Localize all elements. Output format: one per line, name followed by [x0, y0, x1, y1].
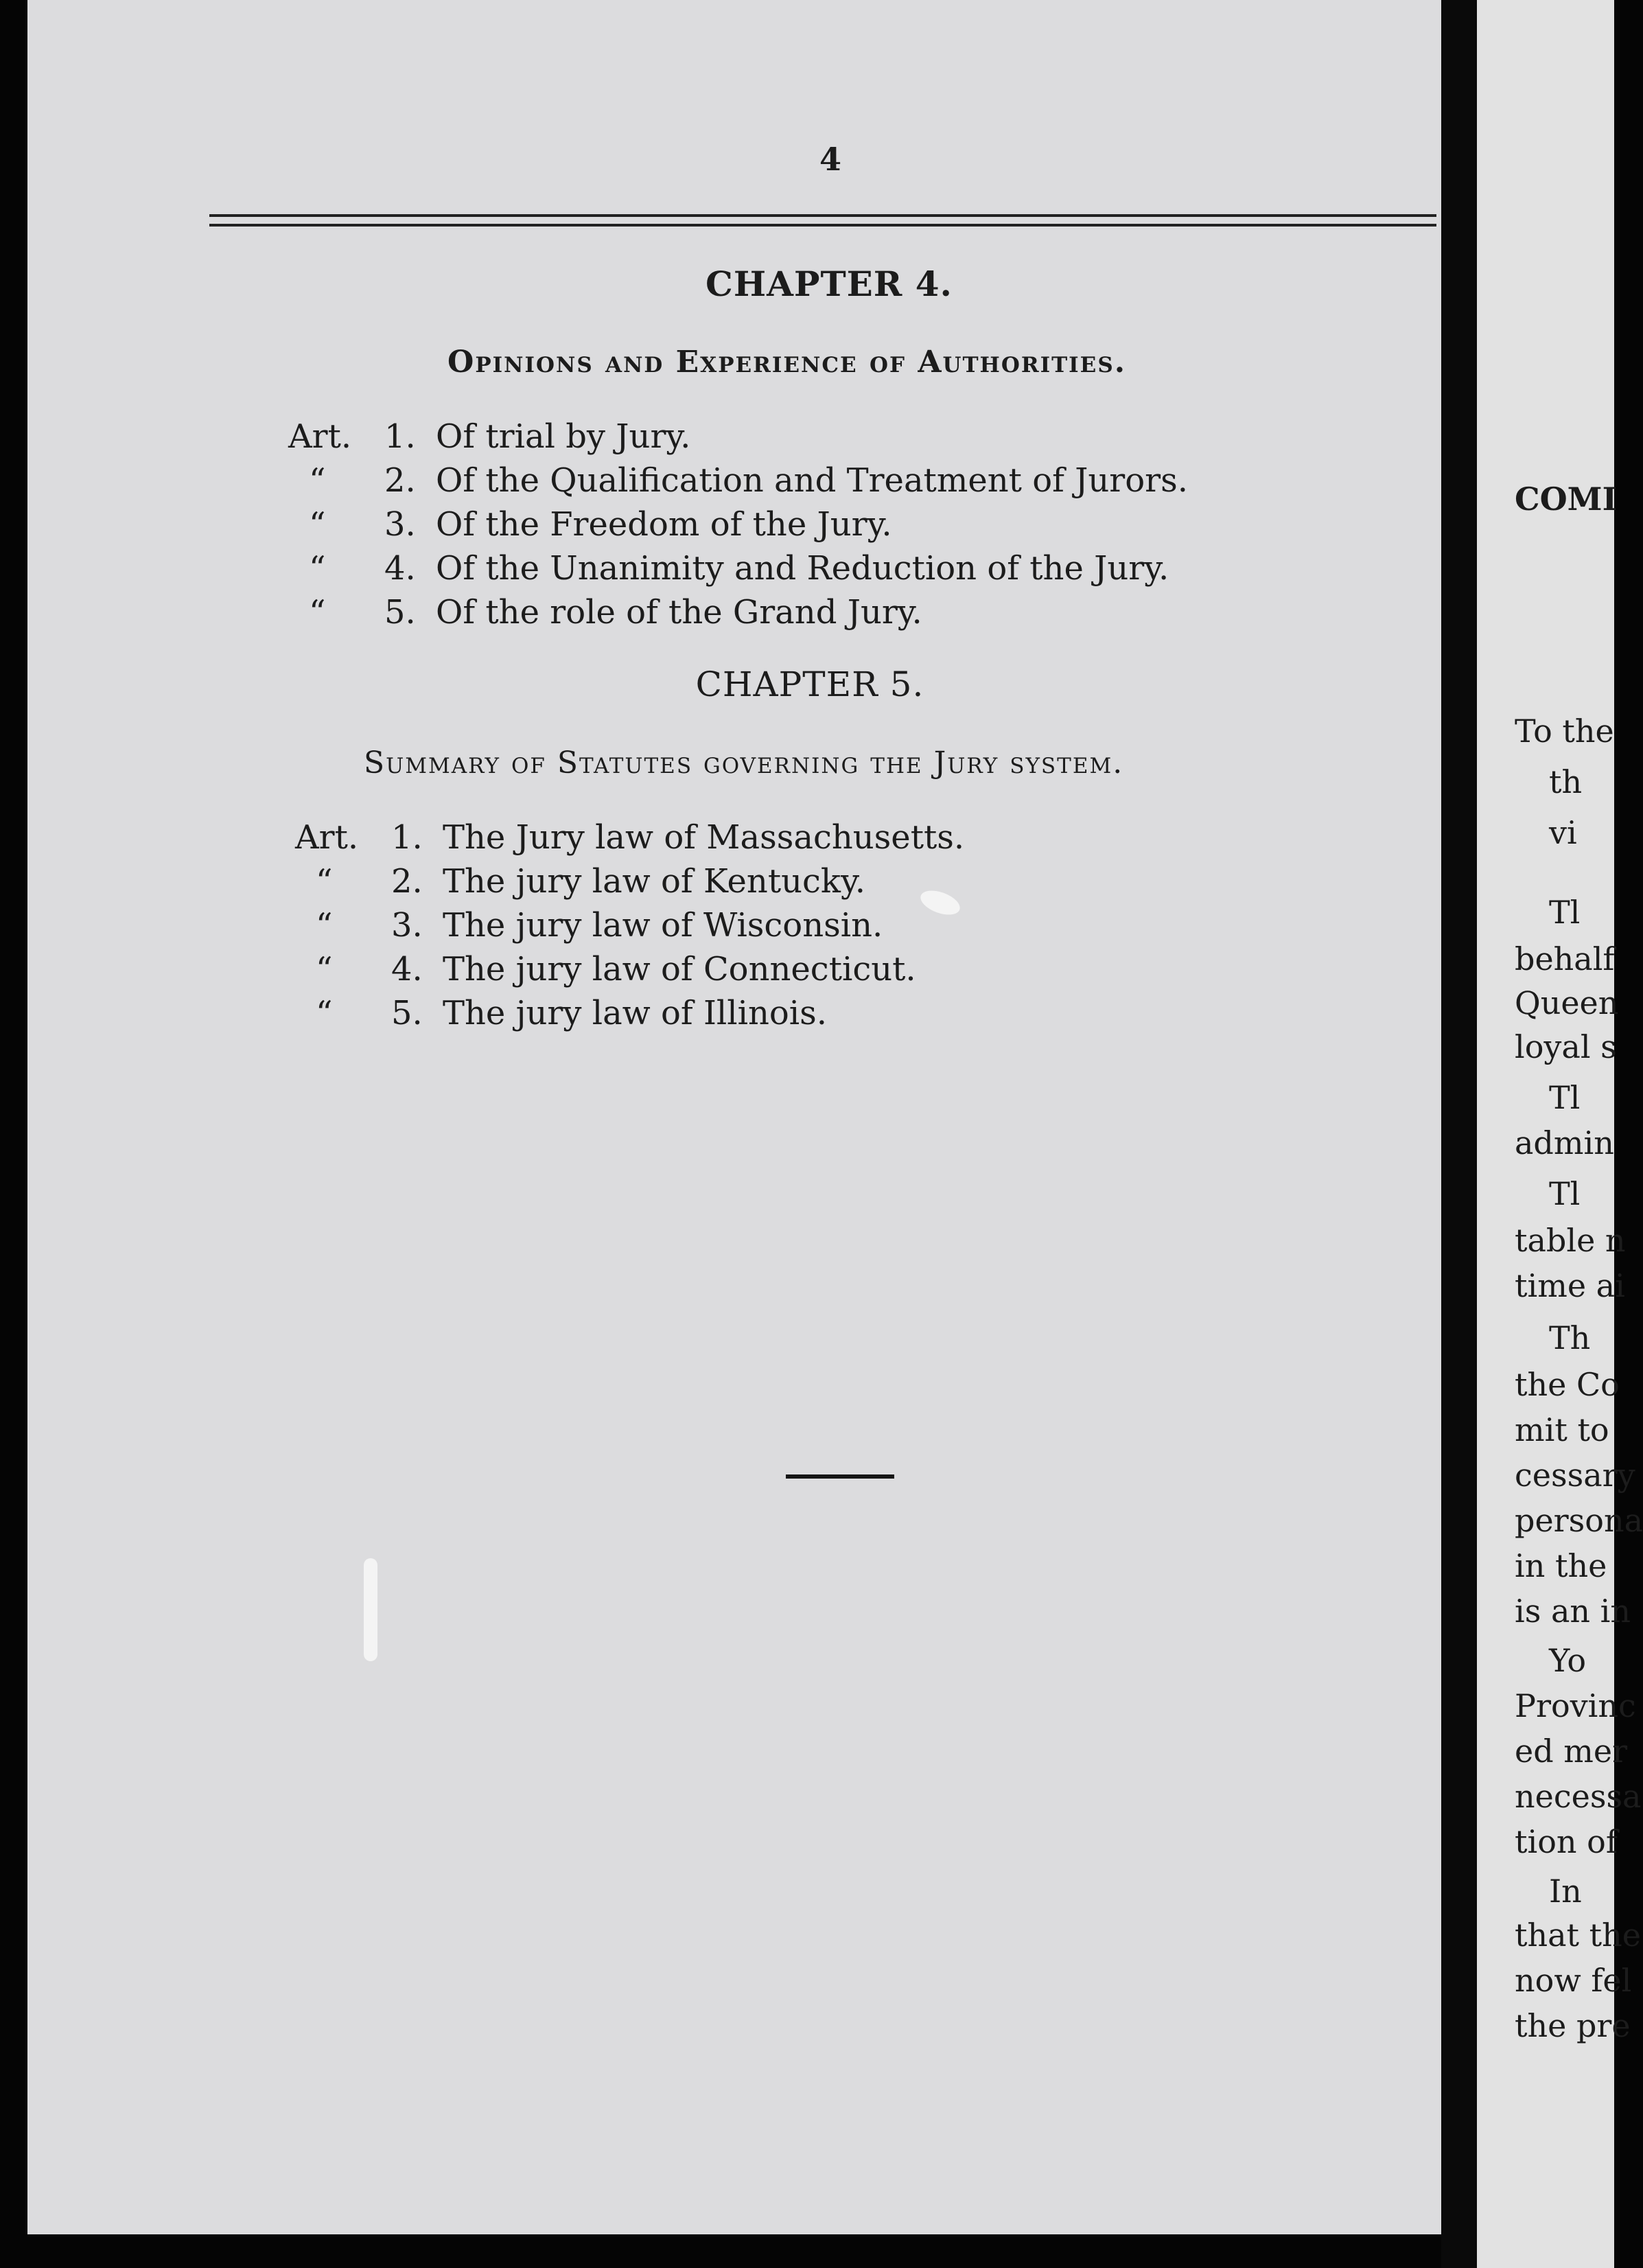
article-prefix: Art. [288, 417, 352, 456]
chapter-5-title: CHAPTER 5. [695, 664, 924, 704]
facing-line: mit to [1515, 1411, 1609, 1448]
article-number: 3. [391, 906, 423, 945]
article-title: Of trial by Jury. [436, 417, 691, 456]
facing-line: th [1549, 763, 1583, 800]
facing-line: cessary [1515, 1457, 1635, 1494]
article-title: The jury law of Wisconsin. [443, 906, 883, 945]
article-title: Of the Unanimity and Reduction of the Jury. [436, 549, 1169, 588]
article-title: Of the Qualification and Treatment of Jurors. [436, 461, 1188, 500]
facing-line: tion of [1515, 1823, 1618, 1860]
article-number: 2. [391, 862, 423, 901]
article-number: 1. [384, 417, 416, 456]
facing-line: loyal s [1515, 1028, 1617, 1065]
left-page [27, 0, 1441, 2234]
ditto-mark: “ [316, 994, 333, 1032]
article-title: The jury law of Illinois. [443, 994, 828, 1032]
facing-line: necessa [1515, 1778, 1642, 1815]
facing-line: Tl [1549, 1079, 1581, 1116]
article-number: 5. [384, 593, 416, 632]
chapter-4-title: CHAPTER 4. [706, 264, 953, 304]
facing-line: the Co [1515, 1366, 1620, 1403]
article-title: Of the role of the Grand Jury. [436, 593, 922, 632]
article-number: 3. [384, 505, 416, 544]
article-title: The jury law of Connecticut. [443, 950, 916, 988]
binding-edge [1441, 0, 1477, 2268]
facing-line: Tl [1549, 1175, 1581, 1212]
facing-line: COMI [1515, 481, 1618, 518]
facing-line: Th [1549, 1319, 1591, 1356]
article-number: 4. [384, 549, 416, 588]
facing-line: admin [1515, 1124, 1614, 1161]
page-number: 4 [819, 141, 841, 178]
ditto-mark: “ [309, 593, 326, 632]
facing-line: now fel [1515, 1962, 1632, 1999]
ditto-mark: “ [316, 862, 333, 901]
article-prefix: Art. [295, 818, 359, 857]
facing-line: Tl [1549, 894, 1581, 931]
facing-line: persona [1515, 1502, 1643, 1539]
facing-line: To the [1515, 713, 1614, 750]
ditto-mark: “ [309, 461, 326, 500]
facing-line: Provinc [1515, 1687, 1636, 1724]
chapter-4-subtitle: Opinions and Experience of Authorities. [447, 345, 1127, 380]
article-number: 2. [384, 461, 416, 500]
facing-line: In [1549, 1873, 1582, 1910]
facing-line: Yo [1549, 1642, 1587, 1679]
ditto-mark: “ [316, 906, 333, 945]
facing-page-fragment [1477, 0, 1643, 2268]
chapter-5-subtitle: Summary of Statutes governing the Jury system. [364, 745, 1124, 780]
article-title: The jury law of Kentucky. [443, 862, 866, 901]
ditto-mark: “ [316, 950, 333, 988]
article-number: 5. [391, 994, 423, 1032]
ditto-mark: “ [309, 549, 326, 588]
article-title: The Jury law of Massachusetts. [443, 818, 965, 857]
facing-line: table n [1515, 1222, 1626, 1259]
paper-blemish [364, 1558, 377, 1661]
facing-line: in the [1515, 1547, 1607, 1584]
facing-line: vi [1549, 814, 1577, 851]
article-title: Of the Freedom of the Jury. [436, 505, 892, 544]
facing-line: that the [1515, 1917, 1641, 1954]
article-number: 4. [391, 950, 423, 988]
end-rule [786, 1474, 894, 1479]
ditto-mark: “ [309, 505, 326, 544]
header-rule-top [209, 214, 1436, 217]
facing-line: the pre [1515, 2007, 1631, 2044]
facing-line: behalf [1515, 940, 1615, 977]
article-number: 1. [391, 818, 423, 857]
facing-line: is an in [1515, 1593, 1631, 1630]
facing-line: ed mer [1515, 1733, 1628, 1770]
header-rule-bottom [209, 224, 1436, 227]
facing-line: time ai [1515, 1267, 1625, 1304]
paper-blemish [918, 886, 964, 920]
facing-line: Queen [1515, 984, 1619, 1021]
